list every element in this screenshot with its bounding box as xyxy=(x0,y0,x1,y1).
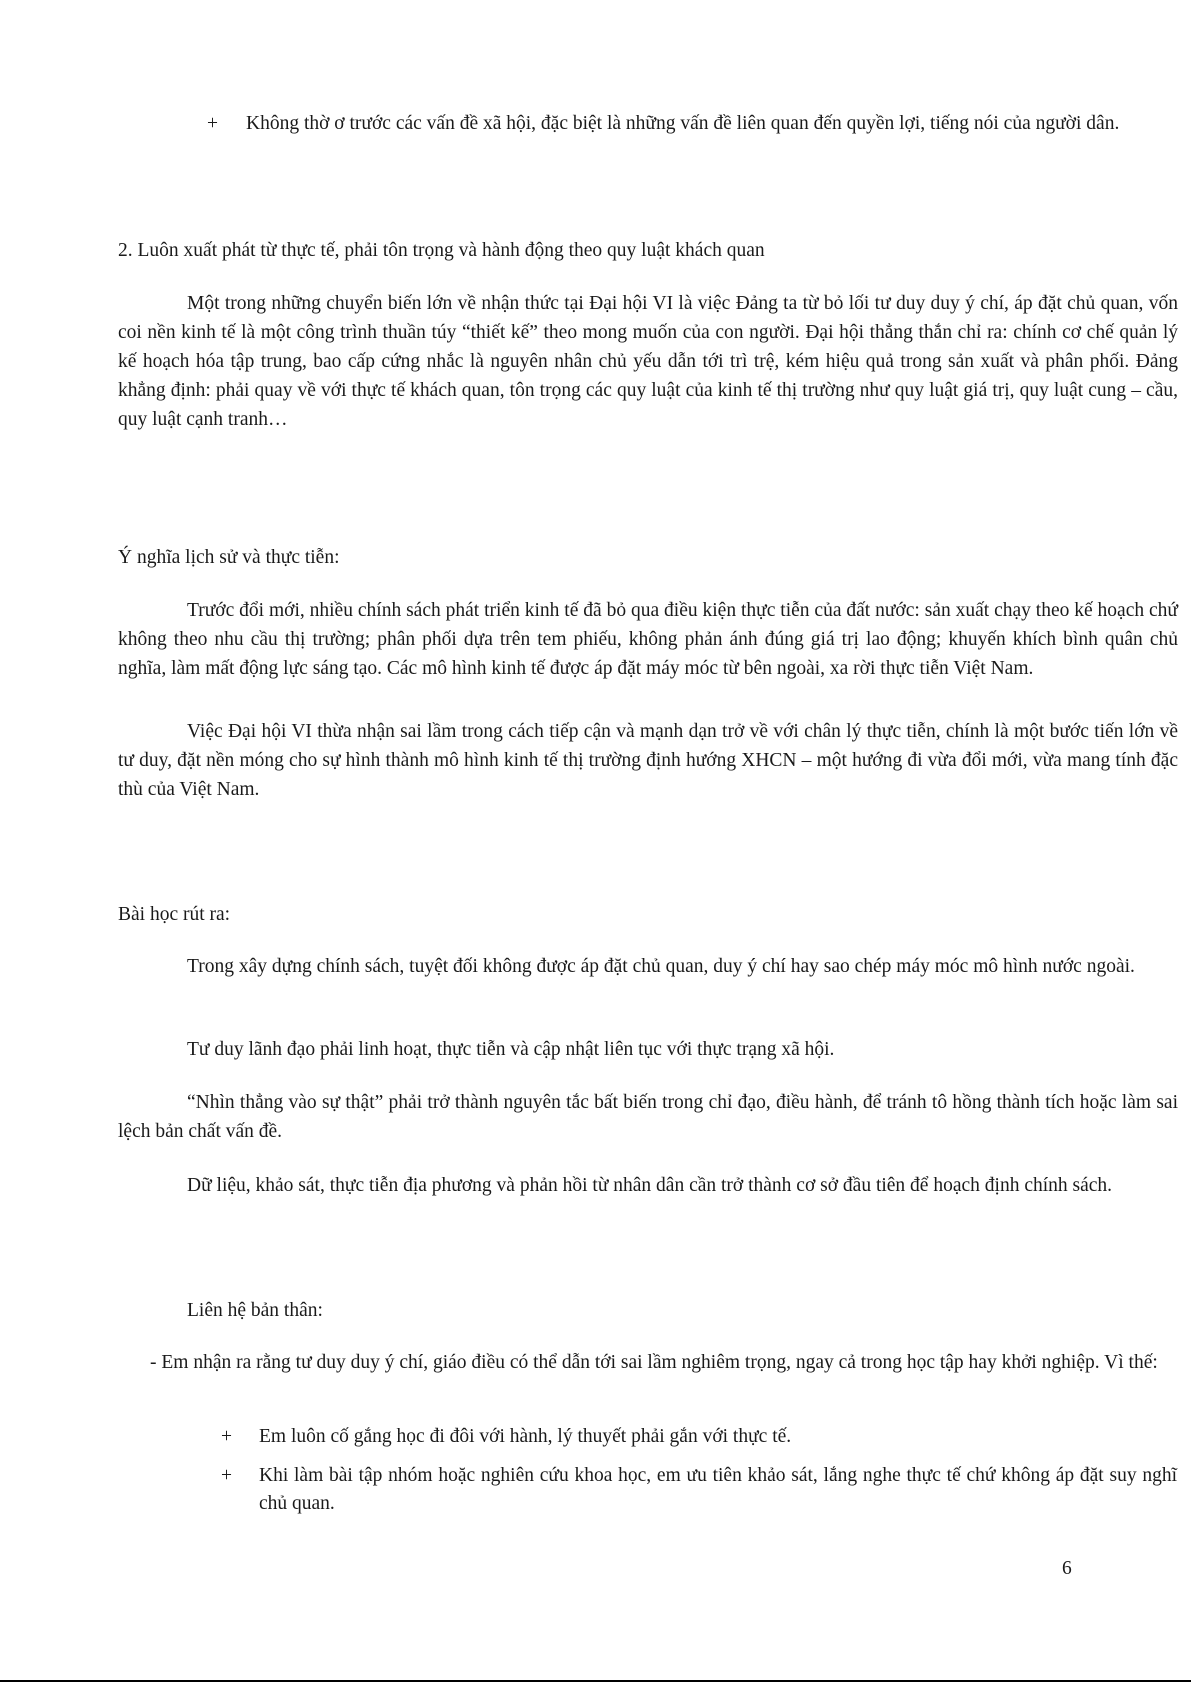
bullet-mark: + xyxy=(221,1465,232,1486)
lessons-paragraph-3: “Nhìn thẳng vào sự thật” phải trở thành nguyên tắc bất biến trong chỉ đạo, điều hành, để tránh tô hồng thành tích hoặc làm sai lệch bản chất vấn đề. xyxy=(118,1092,1178,1142)
bullet-text: Em luôn cố gắng học đi đôi với hành, lý thuyết phải gắn với thực tế. xyxy=(259,1426,792,1447)
bullet-text: Không thờ ơ trước các vấn đề xã hội, đặc biệt là những vấn đề liên quan đến quyền lợi, tiếng nói của người dân. xyxy=(246,113,1120,134)
personal-bullet-1 xyxy=(221,1423,1177,1451)
bullet-item-social-issues xyxy=(207,110,1176,138)
bullet-mark: + xyxy=(221,1426,232,1447)
page-number: 6 xyxy=(1062,1558,1072,1579)
personal-dash-text: - Em nhận ra rằng tư duy duy ý chí, giáo điều có thể dẫn tới sai lầm nghiêm trọng, ngay cả trong học tập hay khởi nghiệp. Vì thế: xyxy=(150,1352,1158,1373)
significance-paragraph-2: Việc Đại hội VI thừa nhận sai lầm trong cách tiếp cận và mạnh dạn trở về với chân lý thực tiễn, chính là một bước tiến lớn về tư duy, đặt nền móng cho sự hình thành mô hình kinh tế thị trường định hướng XHCN – một hướng đi vừa đổi mới, vừa mang tính đặc thù của Việt Nam. xyxy=(118,721,1178,800)
bullet-mark: + xyxy=(207,113,218,134)
lessons-heading: Bài học rút ra: xyxy=(118,904,231,925)
lessons-paragraph-1: Trong xây dựng chính sách, tuyệt đối không được áp đặt chủ quan, duy ý chí hay sao chép máy móc mô hình nước ngoài. xyxy=(187,956,1135,977)
section-heading: 2. Luôn xuất phát từ thực tế, phải tôn trọng và hành động theo quy luật khách quan xyxy=(118,240,765,261)
intro-paragraph: Một trong những chuyển biến lớn về nhận thức tại Đại hội VI là việc Đảng ta từ bỏ lối tư duy duy ý chí, áp đặt chủ quan, vốn coi nền kinh tế là một công trình thuần túy “thiết kế” theo mong muốn của con người. Đại hội thẳng thắn chỉ ra: chính cơ chế quản lý kế hoạch hóa tập trung, bao cấp cứng nhắc là nguyên nhân chủ yếu dẫn tới trì trệ, kém hiệu quả trong sản xuất và phân phối. Đảng khẳng định: phải quay về với thực tế khách quan, tôn trọng các quy luật của kinh tế thị trường như quy luật giá trị, quy luật cung – cầu, quy luật cạnh tranh… xyxy=(118,293,1178,430)
bullet-text: Khi làm bài tập nhóm hoặc nghiên cứu khoa học, em ưu tiên khảo sát, lắng nghe thực tế chứ không áp đặt suy nghĩ chủ quan. xyxy=(259,1465,1177,1514)
personal-dash-item xyxy=(150,1349,1178,1377)
personal-heading: Liên hệ bản thân: xyxy=(187,1300,323,1321)
footer-rule xyxy=(0,1680,1191,1682)
personal-bullet-2 xyxy=(221,1462,1177,1518)
lessons-paragraph-2: Tư duy lãnh đạo phải linh hoạt, thực tiễn và cập nhật liên tục với thực trạng xã hội. xyxy=(187,1039,835,1060)
lessons-paragraph-4: Dữ liệu, khảo sát, thực tiễn địa phương và phản hồi từ nhân dân cần trở thành cơ sở đầu tiên để hoạch định chính sách. xyxy=(187,1175,1113,1196)
significance-paragraph-1: Trước đổi mới, nhiều chính sách phát triển kinh tế đã bỏ qua điều kiện thực tiễn của đất nước: sản xuất chạy theo kế hoạch chứ không theo nhu cầu thị trường; phân phối dựa trên tem phiếu, không phản ánh đúng giá trị lao động; khuyến khích bình quân chủ nghĩa, làm mất động lực sáng tạo. Các mô hình kinh tế được áp đặt máy móc từ bên ngoài, xa rời thực tiễn Việt Nam. xyxy=(118,600,1178,679)
significance-heading: Ý nghĩa lịch sử và thực tiễn: xyxy=(118,547,340,568)
